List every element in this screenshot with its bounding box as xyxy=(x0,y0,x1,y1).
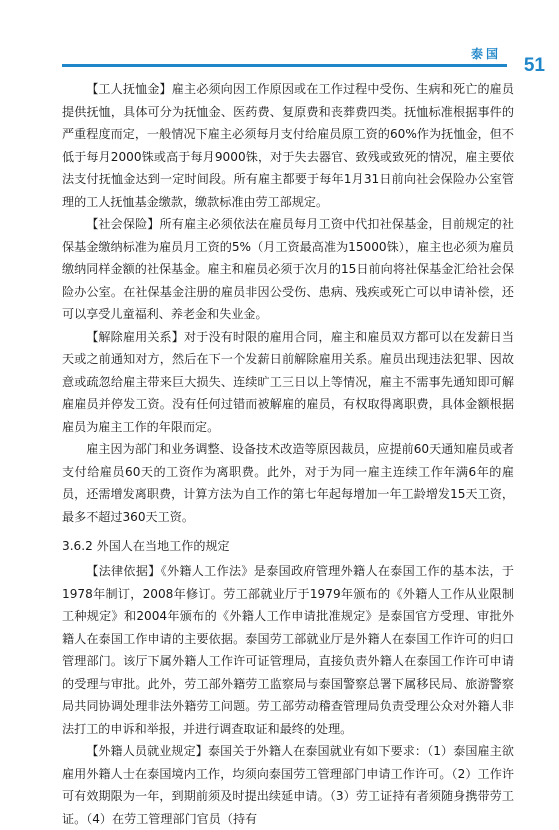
paragraph-termination: 【解除雇用关系】对于没有时限的雇用合同，雇主和雇员双方都可以在发薪日当天或之前通知对方，然后在下一个发薪日前解除雇用关系。雇员出现违法犯罪、因故意或疏忽给雇主带来巨大损失、连续旷工三日以上等情况，雇主不需事先通知即可解雇雇员并停发工资。没有任何过错而被解雇的雇员，有权取得离职费，具体金额根据雇员为雇主工作的年限而定。 xyxy=(62,329,514,434)
paragraph-layoff: 雇主因为部门和业务调整、设备技术改造等原因裁员，应提前60天通知雇员或者支付给雇员60天的工资作为离职费。此外，对于为同一雇主连续工作年满6年的雇员，还需增发离职费，计算方法为自工作的第七年起每增加一年工龄增发15天工资，最多不超过360天工资。 xyxy=(62,442,514,524)
page-number: 51 xyxy=(523,55,545,76)
section-heading: 3.6.2 外国人在当地工作的规定 xyxy=(62,539,230,553)
page-body xyxy=(62,78,514,830)
paragraph-social-insurance: 【社会保险】所有雇主必须依法在雇员每月工资中代扣社保基金，目前规定的社保基金缴纳标准为雇员月工资的5%（月工资最高准为15000铢），雇主也必须为雇员缴纳同样金额的社保基金。雇主和雇员必须于次月的15日前向将社保基金汇给社会保险办公室。在社保基金注册的雇员非因公受伤、患病、残疾或死亡可以申请补偿，还可以享受儿童福利、养老金和失业金。 xyxy=(62,217,514,321)
paragraph-legal-basis: 【法律依据】《外籍人工作法》是泰国政府管理外籍人在泰国工作的基本法，于1978年制订，2008年修订。劳工部就业厅于1979年颁布的《外籍人工作从业限制工种规定》和2004年颁布的《外籍人工作申请批准规定》是泰国官方受理、审批外籍人在泰国工作申请的主要依据。泰国劳工部就业厅是外籍人在泰国工作许可的归口管理部门。该厅下属外籍人工作许可证管理局，直接负责外籍人在泰国工作许可申请的受理与审批。此外，劳工部外籍劳工监察局与泰国警察总署下属移民局、旅游警察局共同协调处理非法外籍劳工问题。劳工部劳动稽查管理局负责受理公众对外籍人非法打工的申诉和举报，并进行调查取证和最终的处理。 xyxy=(62,564,514,736)
running-header-country: 泰国 xyxy=(470,47,501,61)
header-rule xyxy=(62,64,507,67)
paragraph-workers-compensation: 【工人抚恤金】雇主必须向因工作原因或在工作过程中受伤、生病和死亡的雇员提供抚恤，具体可分为抚恤金、医药费、复原费和丧葬费四类。抚恤标准根据事件的严重程度而定，一般情况下雇主必须每月支付给雇员原工资的60%作为抚恤金，但不低于每月2000铢或高于每月9000铢，对于失去器官、致残或致死的情况，雇主要依法支付抚恤金达到一定时间段。所有雇主都要于每年1月31日前向社会保险办公室管理的工人抚恤基金缴款，缴款标准由劳工部规定。 xyxy=(62,82,514,209)
paragraph-foreign-employment: 【外籍人员就业规定】泰国关于外籍人在泰国就业有如下要求：（1）泰国雇主欲雇用外籍人士在泰国境内工作，均须向泰国劳工管理部门申请工作许可。（2）工作许可有效期限为一年，到期前须及时提出续延申请。（3）劳工证持有者须随身携带劳工证。（4）在劳工管理部门官员（持有 xyxy=(62,744,514,826)
